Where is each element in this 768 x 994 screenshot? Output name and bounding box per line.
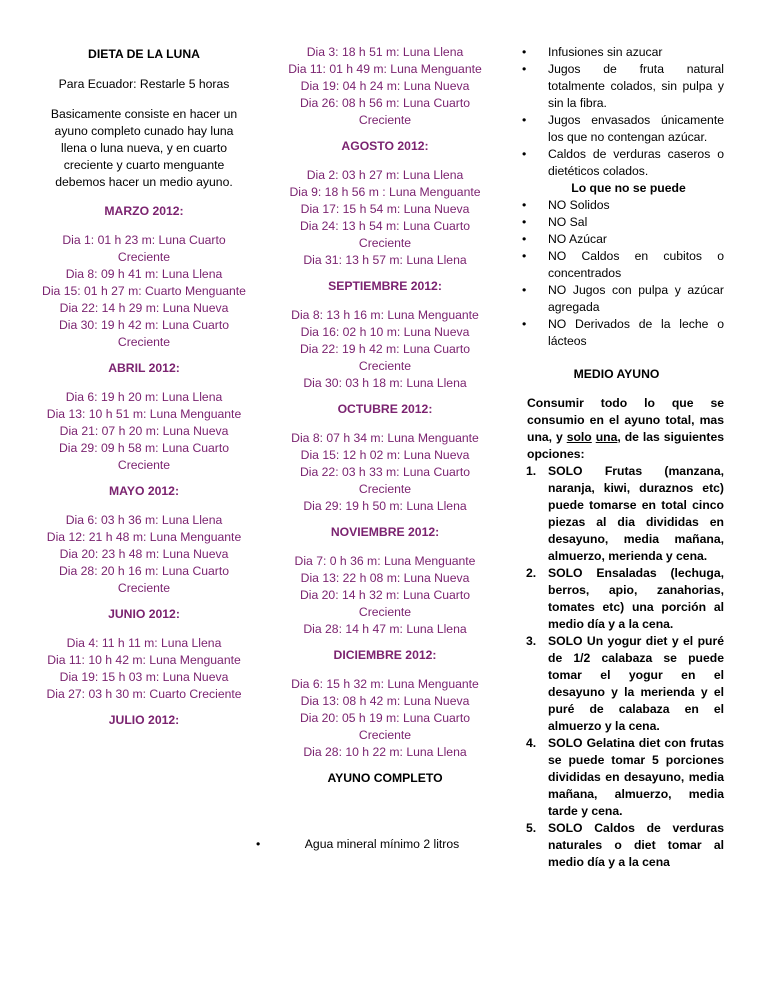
- option-text: se puede tomar 5 porciones divididas en desayuno, media mañana, almuerzo, media tarde y cena.: [548, 753, 724, 818]
- moon-phase-entry: Dia 1: 01 h 23 m: Luna Cuarto Creciente: [62, 233, 226, 264]
- moon-phase-entry: Dia 15: 01 h 27 m: Cuarto Menguante: [42, 284, 246, 298]
- moon-phase-entry: Dia 22: 19 h 42 m: Luna Cuarto Creciente: [299, 342, 471, 373]
- column-right: [509, 44, 724, 871]
- not-allowed-item: • NO Derivados de la leche o lácteos: [509, 316, 724, 350]
- moon-calendar-part-2: [282, 138, 488, 761]
- month-heading: AGOSTO 2012:: [341, 139, 429, 153]
- month-heading: JUNIO 2012:: [108, 607, 180, 621]
- month-entries: [282, 553, 488, 638]
- month-heading: ABRIL 2012:: [108, 361, 180, 375]
- month-heading: SEPTIEMBRE 2012:: [328, 279, 442, 293]
- moon-phase-entry: Dia 29: 09 h 58 m: Luna Cuarto Creciente: [58, 441, 230, 472]
- moon-phase-entry: Dia 30: 19 h 42 m: Luna Cuarto Creciente: [58, 318, 230, 349]
- option-item: [509, 735, 724, 820]
- month-heading: MARZO 2012:: [104, 204, 184, 218]
- moon-phase-entry: Dia 30: 03 h 18 m: Luna Llena: [303, 376, 467, 390]
- moon-calendar-part-1: [42, 203, 246, 729]
- month-heading: DICIEMBRE 2012:: [333, 648, 437, 662]
- moon-phase-entry: Dia 26: 08 h 56 m: Luna Cuarto Creciente: [299, 96, 471, 127]
- option-number: 3.: [526, 634, 537, 648]
- moon-phase-entry: Dia 22: 14 h 29 m: Luna Nueva: [59, 301, 229, 315]
- option-text: Frutas (manzana, naranja, kiwi, duraznos etc) puede tomarse en total cinco piezas al dia divididas en desayuno, media mañana, almuerzo, merienda y cena.: [548, 464, 724, 563]
- column-middle: [282, 44, 488, 800]
- moon-phase-entry: Dia 20: 05 h 19 m: Luna Cuarto Creciente: [299, 711, 471, 742]
- moon-phase-entry: Dia 4: 11 h 11 m: Luna Llena: [66, 636, 222, 650]
- option-number: 1.: [526, 464, 537, 478]
- month-entries: [282, 307, 488, 392]
- moon-phase-entry: Dia 19: 04 h 24 m: Luna Nueva: [300, 79, 470, 93]
- moon-phase-entry: Dia 3: 18 h 51 m: Luna Llena: [306, 45, 464, 59]
- allowed-item: • Jugos de fruta natural totalmente colados, sin pulpa y sin la fibra.: [509, 61, 724, 112]
- moon-phase-entry: Dia 6: 15 h 32 m: Luna Menguante: [291, 677, 479, 691]
- intro-text-b: , de las siguientes opciones:: [527, 430, 724, 461]
- moon-phase-entry: Dia 28: 10 h 22 m: Luna Llena: [303, 745, 467, 759]
- timezone-note: Para Ecuador: Restarle 5 horas: [58, 77, 230, 91]
- moon-phase-entry: Dia 8: 09 h 41 m: Luna Llena: [65, 267, 223, 281]
- intro-underline-una: una: [595, 430, 618, 444]
- month-entries: [42, 389, 246, 474]
- moon-phase-entry: Dia 21: 07 h 20 m: Luna Nueva: [59, 424, 229, 438]
- moon-phase-entry: Dia 16: 02 h 10 m: Luna Nueva: [300, 325, 470, 339]
- document-title: DIETA DE LA LUNA: [88, 47, 200, 61]
- intro-paragraph: Basicamente consiste en hacer un ayuno completo cunado hay luna llena o luna nueva, y en cuarto creciente y cuarto menguante debemos hacer un medio ayuno.: [50, 107, 238, 189]
- allowed-item: • Infusiones sin azucar: [509, 44, 724, 61]
- month-entries: [42, 232, 246, 351]
- ayuno-first-item-text: Agua mineral mínimo 2 litros: [304, 837, 460, 851]
- moon-phase-entry: Dia 11: 01 h 49 m: Luna Menguante: [288, 62, 482, 76]
- not-allowed-item: • NO Jugos con pulpa y azúcar agregada: [509, 282, 724, 316]
- option-lead: SOLO Un yogur diet y el puré de 1/2 calabaza: [548, 634, 724, 665]
- moon-phase-entry: Dia 9: 18 h 56 m : Luna Menguante: [289, 185, 481, 199]
- not-allowed-item: • NO Azúcar: [509, 231, 724, 248]
- ayuno-first-item: [256, 836, 488, 853]
- intro-underline-solo: solo: [566, 430, 592, 444]
- month-entries: [282, 167, 488, 269]
- column-left: [42, 44, 246, 741]
- moon-phase-entry: Dia 13: 10 h 51 m: Luna Menguante: [46, 407, 242, 421]
- not-allowed-title: Lo que no se puede: [571, 181, 686, 195]
- moon-phase-entry: Dia 7: 0 h 36 m: Luna Menguante: [294, 554, 476, 568]
- month-heading: MAYO 2012:: [109, 484, 179, 498]
- option-lead: SOLO: [548, 566, 583, 580]
- month-entries: [42, 635, 246, 703]
- medio-ayuno-title: MEDIO AYUNO: [573, 367, 660, 381]
- medio-ayuno-intro: [527, 395, 724, 463]
- month-entries: [282, 676, 488, 761]
- bullet-icon: •: [256, 837, 261, 851]
- option-text: Caldos de verduras naturales o diet tomar al medio día y a la cena: [548, 821, 724, 869]
- moon-phase-entry: Dia 27: 03 h 30 m: Cuarto Creciente: [46, 687, 242, 701]
- option-text: Ensaladas (lechuga, berros, apio, zanahorias, tomates etc) una porción al medio día y a la cena.: [548, 566, 724, 631]
- moon-phase-entry: Dia 28: 20 h 16 m: Luna Cuarto Creciente: [58, 564, 230, 595]
- allowed-item: • Caldos de verduras caseros o dietéticos colados.: [509, 146, 724, 180]
- moon-phase-entry: Dia 17: 15 h 54 m: Luna Nueva: [300, 202, 470, 216]
- moon-phase-entry: Dia 13: 08 h 42 m: Luna Nueva: [300, 694, 470, 708]
- medio-ayuno-options: [509, 463, 724, 871]
- moon-phase-entry: Dia 8: 13 h 16 m: Luna Menguante: [291, 308, 479, 322]
- not-allowed-item: • NO Caldos en cubitos o concentrados: [509, 248, 724, 282]
- not-allowed-item: • NO Sal: [509, 214, 724, 231]
- moon-phase-entry: Dia 2: 03 h 27 m: Luna Llena: [306, 168, 464, 182]
- option-lead: SOLO Gelatina diet con frutas: [548, 736, 724, 750]
- option-lead: SOLO: [548, 821, 583, 835]
- month-list-julio: [282, 44, 488, 129]
- month-entries: [42, 512, 246, 597]
- moon-phase-entry: Dia 20: 14 h 32 m: Luna Cuarto Creciente: [299, 588, 471, 619]
- option-number: 5.: [526, 821, 537, 835]
- option-text: se puede tomar el yogur en el desayuno y la merienda y el puré de calabaza en el almuerzo y la cena.: [548, 651, 724, 733]
- moon-phase-entry: Dia 15: 12 h 02 m: Luna Nueva: [300, 448, 470, 462]
- month-heading: OCTUBRE 2012:: [337, 402, 433, 416]
- ayuno-completo-title: AYUNO COMPLETO: [327, 771, 443, 785]
- moon-phase-entry: Dia 19: 15 h 03 m: Luna Nueva: [59, 670, 229, 684]
- option-item: [509, 565, 724, 633]
- moon-phase-entry: Dia 6: 03 h 36 m: Luna Llena: [65, 513, 223, 527]
- moon-phase-entry: Dia 6: 19 h 20 m: Luna Llena: [65, 390, 223, 404]
- not-allowed-list: [509, 197, 724, 350]
- option-item: [509, 633, 724, 735]
- moon-phase-entry: Dia 8: 07 h 34 m: Luna Menguante: [291, 431, 479, 445]
- moon-phase-entry: Dia 29: 19 h 50 m: Luna Llena: [303, 499, 467, 513]
- month-entries: [282, 430, 488, 515]
- moon-phase-entry: Dia 31: 13 h 57 m: Luna Llena: [303, 253, 467, 267]
- option-number: 4.: [526, 736, 537, 750]
- option-number: 2.: [526, 566, 537, 580]
- moon-phase-entry: Dia 28: 14 h 47 m: Luna Llena: [303, 622, 467, 636]
- option-item: [509, 463, 724, 565]
- month-heading: NOVIEMBRE 2012:: [330, 525, 440, 539]
- not-allowed-item: • NO Solidos: [509, 197, 724, 214]
- moon-phase-entry: Dia 11: 10 h 42 m: Luna Menguante: [47, 653, 241, 667]
- moon-phase-entry: Dia 24: 13 h 54 m: Luna Cuarto Creciente: [299, 219, 471, 250]
- moon-phase-entry: Dia 22: 03 h 33 m: Luna Cuarto Creciente: [299, 465, 471, 496]
- option-item: [509, 820, 724, 871]
- allowed-list: [509, 44, 724, 180]
- intro-text-a: Consumir todo lo que se consumio en el ayuno total, mas una, y: [527, 396, 724, 444]
- moon-phase-entry: Dia 13: 22 h 08 m: Luna Nueva: [300, 571, 470, 585]
- moon-phase-entry: Dia 12: 21 h 48 m: Luna Menguante: [46, 530, 242, 544]
- allowed-item: • Jugos envasados únicamente los que no contengan azúcar.: [509, 112, 724, 146]
- moon-phase-entry: Dia 20: 23 h 48 m: Luna Nueva: [59, 547, 229, 561]
- option-lead: SOLO: [548, 464, 583, 478]
- month-heading: JULIO 2012:: [108, 713, 180, 727]
